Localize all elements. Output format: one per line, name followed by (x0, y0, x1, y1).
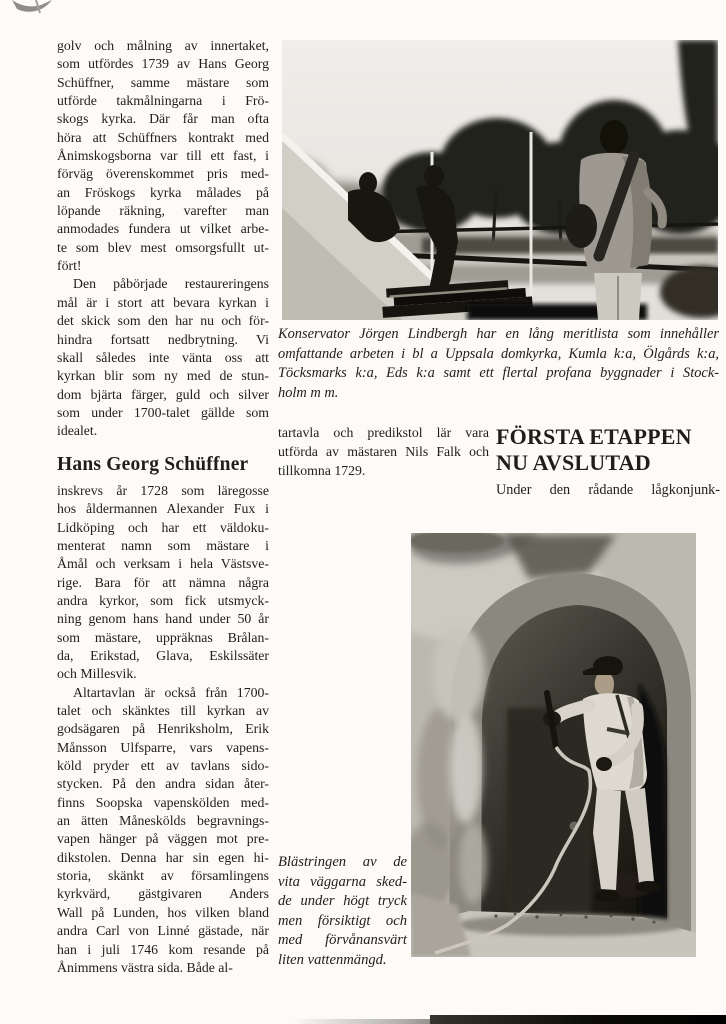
text-line: Lidköping och har ett väldoku- (57, 519, 269, 535)
text-line: han i juli 1746 kom resande på (57, 941, 269, 957)
text-line: golv och målning av innertaket, (57, 38, 269, 53)
text-line: dikstolen. Denna har sin egen hi- (57, 849, 269, 865)
text-line: löpande räkning, varefter man (57, 203, 269, 219)
text-line: Töcksmarks k:a, Eds k:a samt ett flertal profana byggnader i Stock- (278, 365, 719, 382)
text-line: andra kyrkor, som fick utsmyck- (57, 592, 269, 608)
text-line: an ätten Måneskölds begravnings- (57, 813, 269, 829)
text-line: som under 1700-talet gällde som (57, 404, 269, 420)
text-line: förväg överenskommet pris med- (57, 166, 269, 182)
text-line: höra att Schüffners kontrakt med (57, 129, 269, 145)
archway-photo-graphic (411, 533, 696, 957)
text-line: omfattande arbeten i bl a Uppsala domkyrka, Kumla k:a, Ölgårds k:a, (278, 345, 719, 362)
text-line: mål är i stort att bevara kyrkan i (57, 294, 269, 310)
photo1-caption (278, 325, 719, 403)
photo-conservators-scaffolding (282, 40, 718, 320)
right-column-lead-paragraph (496, 481, 720, 500)
text-line: som mästare, uppräknas Brålan- (57, 629, 269, 645)
paragraph-altartavlan (57, 684, 269, 978)
text-line: utförda av mästaren Nils Falk och (278, 444, 489, 459)
article-heading-forsta-etappen (496, 424, 720, 475)
text-line: storia, skänkt av församlingens (57, 868, 269, 884)
text-line: Schüffner, samme mästare som (57, 74, 269, 90)
text-line: kyrkvärd, gästgivaren Anders (57, 886, 269, 902)
text-line: menterat namn som mästare i (57, 537, 269, 553)
text-line: Blästringen av de (278, 854, 407, 870)
text-line: vapen hänger på väggen mot pre- (57, 831, 269, 847)
text-line: men försiktigt och (278, 912, 407, 929)
text-line: te som blev mest omsorgsfullt ut- (57, 239, 269, 255)
paragraph-innertak (57, 37, 269, 275)
text-line: tartavla och predikstol lär vara (278, 425, 489, 440)
paragraph-restaurering (57, 275, 269, 440)
text-line: dom bjärta färger, guld och silver (57, 386, 269, 402)
text-line: fört! (57, 258, 82, 274)
text-line: det skick som den har nu och för- (57, 313, 269, 329)
text-line: inskrevs år 1728 som läregosse (57, 482, 269, 498)
text-line: Wall på Lunden, hos vilken bland (57, 904, 269, 920)
photo2-caption (278, 853, 407, 971)
heading-line-1: FÖRSTA ETAPPEN (496, 424, 692, 449)
text-line: godsägaren på Henriksholm, Erik (57, 721, 269, 737)
scan-artifact-bottom-bar-dark (430, 1015, 726, 1024)
text-line: Under den rådande lågkonjunk- (496, 482, 720, 498)
text-line: Åmål och verksam i hela Västsve- (57, 556, 269, 572)
left-column (57, 37, 269, 977)
text-line: skogs kyrka. Där får man ofta (57, 111, 269, 127)
text-line: skall således inte vänta oss att (57, 349, 269, 365)
heading-line-2: NU AVSLUTAD (496, 449, 651, 475)
text-line: Altartavlan är också från 1700- (73, 684, 269, 700)
text-line: de under högt tryck (278, 893, 407, 910)
text-line: Ånimskogsborna var till ett fast, i (57, 148, 269, 164)
text-line: och Millesvik. (57, 666, 137, 682)
text-line: tillkomna 1729. (278, 463, 366, 478)
scaffolding-photo-graphic (282, 40, 718, 320)
text-line: som utfördes 1739 av Hans Georg (57, 56, 269, 72)
text-line: hos åldermannen Alexander Fux i (57, 501, 269, 517)
text-line: finns Soopska vapenskölden med- (57, 794, 269, 810)
text-line: Den påbörjade restaureringens (73, 276, 269, 292)
text-line: da, Erikstad, Glava, Eskilssäter (57, 648, 269, 663)
text-line: andra Carl von Linné gästade, när (57, 923, 269, 939)
text-line: köld pryder ett av tavlans sido- (57, 758, 269, 774)
right-column (496, 424, 720, 500)
middle-column-paragraph (278, 423, 489, 480)
section-heading-schuffner: Hans Georg Schüffner (57, 453, 249, 475)
text-line: stycken. På den andra sidan åter- (57, 776, 269, 792)
text-line: talet och skänktes till kyrkan av (57, 703, 269, 719)
text-line: hindra fortsatt nedbrytning. Vi (57, 331, 269, 347)
text-line: kyrkan blir som ny med de stun- (57, 368, 269, 384)
text-line: liten vattenmängd. (278, 951, 387, 968)
text-line: anmodades fundera ut vilket arbe- (57, 221, 269, 237)
text-line: Månsson Ulfsparre, vars vapens- (57, 739, 269, 755)
text-line: utförde takmålningarna i Frö- (57, 93, 269, 109)
text-line: med förvånansvärt (278, 932, 407, 949)
smudge-mark-icon (8, 0, 64, 16)
text-line: Ånimmens västra sida. Både al- (57, 959, 233, 975)
text-line: ning genom hans hand under 50 år (57, 611, 269, 627)
text-line: vita väggarna sked- (278, 873, 407, 890)
text-line: an Fröskogs kyrka målades på (57, 184, 269, 200)
photo-blasting-archway (411, 533, 696, 957)
paragraph-schuffner-bio (57, 482, 269, 684)
text-line: rige. Bara för att nämna några (57, 574, 269, 590)
scan-artifact-top-left (8, 0, 64, 21)
text-line: Konservator Jörgen Lindbergh har en lång meritlista som innehåller (278, 326, 719, 342)
text-line: holm m m. (278, 384, 339, 401)
text-line: idealet. (57, 423, 98, 439)
